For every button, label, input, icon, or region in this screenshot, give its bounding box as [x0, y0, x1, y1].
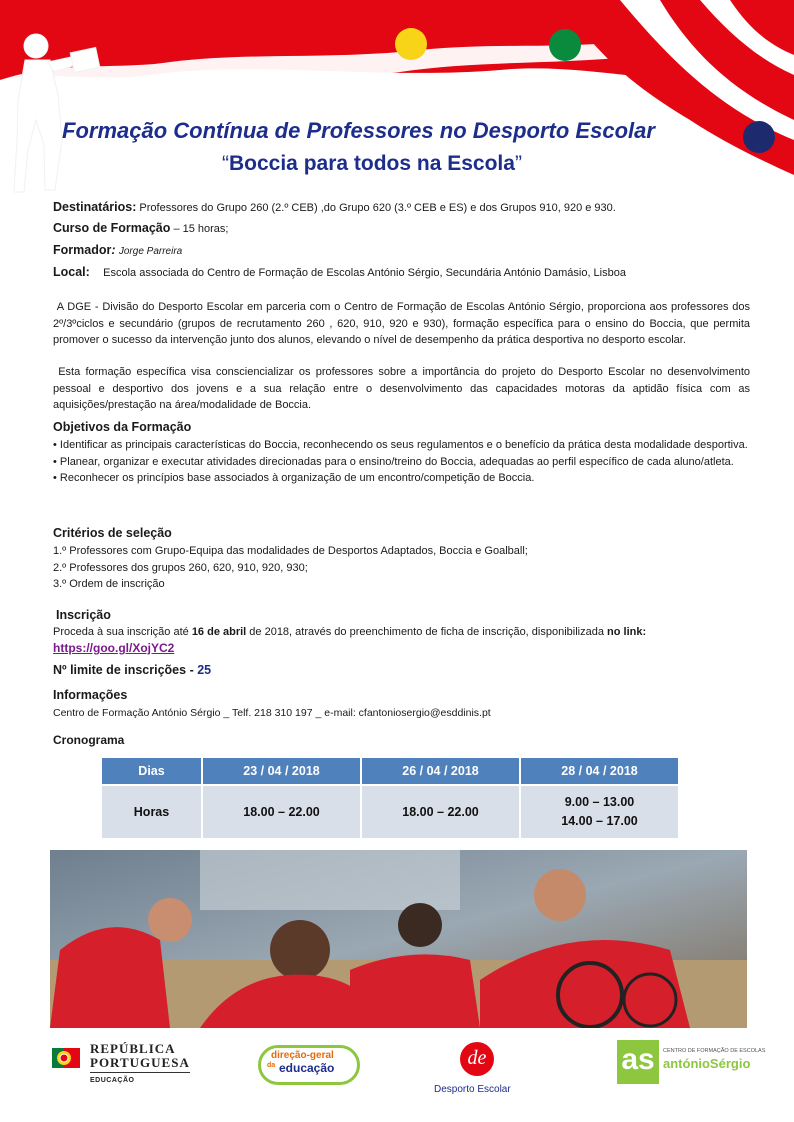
- table-cell: 18.00 – 22.00: [203, 786, 360, 838]
- local-row: [53, 265, 626, 279]
- destinatarios-label: Destinatários:: [53, 200, 137, 214]
- curso-label: Curso de Formação: [53, 221, 171, 235]
- dge-line-2: da: [267, 1062, 276, 1069]
- table-cell-line: 14.00 – 17.00: [561, 814, 638, 828]
- table-cell-line: 9.00 – 13.00: [564, 795, 635, 809]
- antonio-sergio-logo: [617, 1040, 766, 1086]
- dge-logo: [258, 1045, 360, 1085]
- destinatarios-row: [53, 200, 616, 214]
- formador-label: Formador: [53, 243, 112, 257]
- limit-value: 25: [197, 663, 212, 677]
- limit-row: [53, 663, 211, 677]
- intro-p2-text: Esta formação específica visa consciencializar os professores sobre a importância do projeto do Desporto Escolar no desenvolvimento pessoal e desportivo dos jovens e a sua relação entre o desenvolvimento das capacidades motoras da aptidão física com as aquisições/prestação na área/modalidade de Boccia.: [53, 366, 750, 411]
- inscricao-date: 16 de abril: [191, 626, 247, 638]
- table-header-cell: 28 / 04 / 2018: [521, 758, 678, 784]
- list-item: 3.º Ordem de inscrição: [53, 578, 165, 590]
- intro-paragraph-2: [53, 364, 750, 414]
- page-subtitle: [222, 152, 522, 176]
- list-item: • Identificar as principais características do Boccia, reconhecendo os seus regulamentos e o benefício da prática desta modalidade desportiva.: [53, 439, 748, 451]
- table-header-cell: 23 / 04 / 2018: [203, 758, 360, 784]
- green-ball: [549, 29, 581, 61]
- criterios-list: [53, 543, 753, 593]
- yellow-ball: [395, 28, 427, 60]
- as-line-1: CENTRO DE FORMAÇÃO DE ESCOLAS: [663, 1048, 766, 1054]
- intro-p1-text: A DGE - Divisão do Desporto Escolar em parceria com o Centro de Formação de Escolas António Sérgio, proporciona aos professores dos 2º/3ºciclos e secundário (grupos de recrutamento 260 , 620, 910, 920 e 930), formação específica para o ensino do Boccia, que permita promover o sucesso da intervenção junto dos alunos, elevando o nível de desempenho da prática desportiva no desporto escolar.: [53, 301, 750, 346]
- subtitle-text: Boccia para todos na Escola: [229, 152, 515, 175]
- de-text: Desporto Escolar: [434, 1084, 511, 1095]
- page-title: Formação Contínua de Professores no Desporto Escolar: [62, 118, 655, 143]
- inscricao-link-row: [53, 641, 174, 655]
- inscricao-text-before: Proceda à sua inscrição até: [53, 626, 192, 638]
- dge-line-1: direção-geral: [271, 1050, 334, 1061]
- local-value: Escola associada do Centro de Formação de Escolas António Sérgio, Secundária António Damásio, Lisboa: [103, 267, 626, 279]
- dge-line-3: educação: [279, 1061, 335, 1075]
- republica-line-3: EDUCAÇÃO: [90, 1072, 190, 1088]
- table-cell: [521, 786, 678, 838]
- table-cell: Horas: [102, 786, 201, 838]
- republica-line-1: REPÚBLICA: [90, 1041, 176, 1056]
- limit-separator: -: [186, 663, 198, 677]
- inscricao-link[interactable]: https://goo.gl/XojYC2: [53, 641, 175, 655]
- cronograma-table: [100, 756, 680, 840]
- as-line-2: antónioSérgio: [663, 1056, 751, 1071]
- table-row: [102, 786, 678, 838]
- table-header-cell: Dias: [102, 758, 201, 784]
- cronograma-heading: Cronograma: [53, 733, 125, 747]
- list-item: 1.º Professores com Grupo-Equipa das modalidades de Desportos Adaptados, Boccia e Goalball;: [53, 545, 528, 557]
- list-item: 2.º Professores dos grupos 260, 620, 910, 920, 930;: [53, 561, 308, 574]
- objetivos-list: [53, 437, 753, 487]
- as-mark: as: [617, 1040, 659, 1084]
- list-item: • Reconhecer os princípios base associados à organização de um encontro/competição de Boccia.: [53, 472, 535, 484]
- republica-portuguesa-logo: [52, 1042, 212, 1082]
- subtitle-close-quote: ”: [514, 152, 522, 175]
- limit-label: Nº limite de inscrições: [53, 663, 187, 677]
- formador-row: [53, 243, 182, 257]
- curso-value: – 15 horas;: [170, 223, 229, 235]
- republica-line-2: PORTUGUESA: [90, 1055, 190, 1070]
- table-row: [102, 758, 678, 784]
- local-label: Local:: [53, 265, 90, 279]
- navy-ball: [743, 121, 775, 153]
- desporto-escolar-logo: [430, 1042, 540, 1100]
- objetivos-heading: Objetivos da Formação: [53, 420, 192, 434]
- inscricao-text-middle: de 2018, através do preenchimento de ficha de inscrição, disponibilizada: [246, 626, 608, 638]
- boccia-photo: [50, 850, 747, 1028]
- list-item: • Planear, organizar e executar atividades direcionadas para o ensino/treino do Boccia, adequadas ao perfil específico de cada aluno/atleta.: [53, 455, 734, 468]
- criterios-heading: Critérios de seleção: [53, 526, 172, 540]
- inscricao-text-end: no link:: [607, 626, 647, 638]
- inscricao-text: [53, 626, 646, 638]
- formador-colon: :: [111, 243, 116, 257]
- inscricao-heading: Inscrição: [56, 608, 111, 622]
- curso-row: [53, 221, 228, 235]
- table-cell: 18.00 – 22.00: [362, 786, 519, 838]
- formador-value: Jorge Parreira: [118, 246, 183, 257]
- de-mark: de: [460, 1042, 494, 1076]
- subtitle-open-quote: “: [222, 152, 229, 175]
- portugal-flag-icon: [52, 1044, 82, 1074]
- informacoes-heading: Informações: [53, 688, 128, 702]
- table-header-cell: 26 / 04 / 2018: [362, 758, 519, 784]
- destinatarios-value: Professores do Grupo 260 (2.º CEB) ,do Grupo 620 (3.º CEB e ES) e dos Grupos 910, 920 e 930.: [136, 202, 616, 214]
- informacoes-text: Centro de Formação António Sérgio _ Telf. 218 310 197 _ e-mail: cfantoniosergio@esddinis.pt: [53, 707, 491, 719]
- intro-paragraph-1: [53, 299, 750, 349]
